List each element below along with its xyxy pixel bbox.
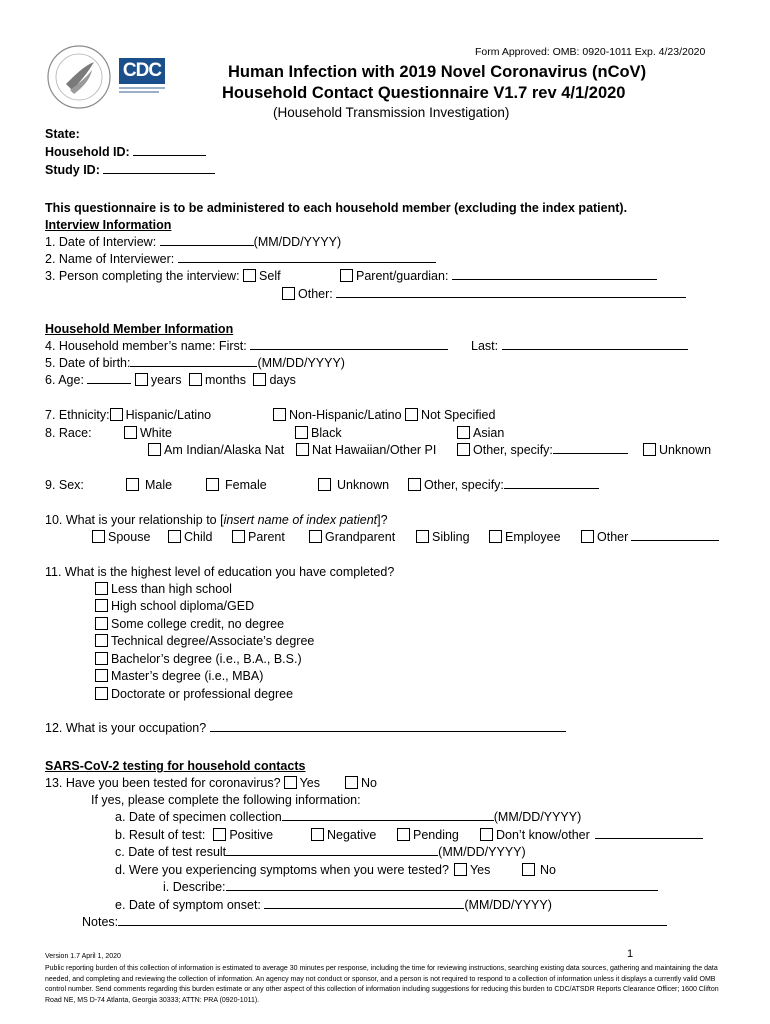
q7-row-b [273,407,495,423]
q4-last-row [471,338,688,354]
race-unknown-option [643,442,711,458]
tested-no-checkbox[interactable] [345,776,358,789]
parent-label: Parent [248,530,285,544]
parent-guardian-label: Parent/guardian: [356,269,449,283]
negative-option [311,827,376,843]
q1-row [45,234,341,250]
dontknow-label: Don’t know/other [496,828,590,842]
male-checkbox[interactable] [126,478,139,491]
study-id-field[interactable] [103,162,215,174]
q13b-row [115,827,273,843]
positive-label: Positive [229,828,274,842]
q13a-label: a. Date of specimen collection [115,810,282,824]
q2-label: 2. Name of Interviewer: [45,252,175,266]
negative-label: Negative [327,828,377,842]
white-checkbox[interactable] [124,426,137,439]
document-subtitle: (Household Transmission Investigation) [273,105,510,120]
q13b-label: b. Result of test: [115,828,206,842]
amindian-option [148,442,284,458]
education-option [95,686,293,702]
months-checkbox[interactable] [189,373,202,386]
q13c-label: c. Date of test result [115,845,227,859]
q1-date-field[interactable] [160,234,254,246]
page-number: 1 [627,948,634,960]
nonhispanic-checkbox[interactable] [273,408,286,421]
male-option [126,477,172,493]
q7-label: 7. Ethnicity: [45,408,110,422]
education-label: Less than high school [111,582,232,596]
onset-date-field[interactable] [264,897,464,909]
male-label: Male [145,478,173,492]
q7-row [45,407,211,423]
cdc-logo-mark: CDC [119,58,165,84]
q4-label: 4. Household member’s name: First: [45,339,247,353]
q12-label: 12. What is your occupation? [45,721,207,735]
education-option [95,651,302,667]
document-title-line1: Human Infection with 2019 Novel Coronavirus (nCoV) [228,63,647,81]
specimen-date-field[interactable] [282,809,494,821]
nathawaiian-option [296,442,436,458]
notes-label: Notes: [82,915,119,929]
self-checkbox[interactable] [243,269,256,282]
spouse-label: Spouse [108,530,151,544]
dontknow-option [480,827,703,843]
q6-row [45,372,296,388]
household-id-row [45,144,206,160]
female-checkbox[interactable] [206,478,219,491]
q13c-row [115,844,526,860]
education-option [95,598,254,614]
q13di-row [163,879,658,895]
if-yes-instruction: If yes, please complete the following information: [91,793,361,807]
household-id-label: Household ID: [45,145,130,159]
q5-row [45,355,345,371]
grandparent-option [309,529,395,545]
education-option [95,633,314,649]
parent-checkbox[interactable] [232,530,245,543]
white-label: White [140,426,172,440]
q13-row [45,775,320,791]
form-approved-note: Form Approved: OMB: 0920-1011 Exp. 4/23/2020 [475,46,706,58]
black-label: Black [311,426,342,440]
education-checkbox[interactable] [95,687,108,700]
education-label: Bachelor’s degree (i.e., B.A., B.S.) [111,652,302,666]
parent-option [232,529,285,545]
sex-other-field[interactable] [504,477,599,489]
interviewer-name-field[interactable] [178,251,436,263]
symptoms-no-option [522,862,556,878]
education-checkbox[interactable] [95,652,108,665]
study-id-row [45,162,215,178]
employee-label: Employee [505,530,561,544]
q1-label: 1. Date of Interview: [45,235,157,249]
first-name-field[interactable] [250,338,448,350]
parent-guardian-checkbox[interactable] [340,269,353,282]
notes-row [82,914,667,930]
not-specified-label: Not Specified [421,408,496,422]
nathawaiian-checkbox[interactable] [296,443,309,456]
female-option [206,477,267,493]
asian-checkbox[interactable] [457,426,470,439]
child-option [168,529,213,545]
nonhispanic-label: Non-Hispanic/Latino [289,408,402,422]
notes-field[interactable] [118,914,667,926]
last-name-label: Last: [471,339,499,353]
education-checkbox[interactable] [95,599,108,612]
child-checkbox[interactable] [168,530,181,543]
child-label: Child [184,530,213,544]
grandparent-label: Grandparent [325,530,396,544]
q13c-format: (MM/DD/YYYY) [438,845,526,859]
relationship-other-option [581,529,719,545]
self-label: Self [259,269,281,283]
state-label: State: [45,127,80,141]
years-label: years [150,373,182,387]
q10-label-end: ]? [377,513,388,527]
pending-checkbox[interactable] [397,828,410,841]
q1-format: (MM/DD/YYYY) [253,235,342,249]
q8-label: 8. Race: [45,426,92,440]
q10-label-start: 10. What is your relationship to [ [45,513,224,527]
employee-checkbox[interactable] [489,530,502,543]
other-person-checkbox[interactable] [282,287,295,300]
race-other-label: Other, specify: [473,443,553,457]
race-other-checkbox[interactable] [457,443,470,456]
q3-label: 3. Person completing the interview: [45,269,240,283]
education-label: High school diploma/GED [111,599,255,613]
days-checkbox[interactable] [253,373,266,386]
version-note: Version 1.7 April 1, 2020 [45,953,121,960]
education-checkbox[interactable] [95,634,108,647]
sex-other-label: Other, specify: [424,478,504,492]
education-label: Some college credit, no degree [111,617,285,631]
hhs-seal [46,44,112,110]
q13a-row [115,809,581,825]
q10-row [45,512,388,528]
education-label: Doctorate or professional degree [111,687,294,701]
education-checkbox[interactable] [95,617,108,630]
sex-unknown-label: Unknown [337,478,390,492]
symptoms-no-label: No [540,863,556,877]
nathawaiian-label: Nat Hawaiian/Other PI [312,443,437,457]
race-other-option [457,442,628,458]
q6-label: 6. Age: [45,373,84,387]
black-option [295,425,342,441]
tested-yes-checkbox[interactable] [284,776,297,789]
sex-other-option [408,477,599,493]
race-other-field[interactable] [553,442,628,454]
white-option [124,425,172,441]
education-option [95,581,232,597]
other-row [282,286,686,302]
hispanic-label: Hispanic/Latino [125,408,212,422]
cdc-logo [119,58,167,98]
last-name-field[interactable] [502,338,688,350]
education-checkbox[interactable] [95,582,108,595]
sibling-label: Sibling [432,530,470,544]
age-field[interactable] [87,372,131,384]
asian-option [457,425,504,441]
q5-format: (MM/DD/YYYY) [257,356,345,370]
q11-label: 11. What is the highest level of education you have completed? [45,565,395,579]
q13d-label: d. Were you experiencing symptoms when you were tested? [115,863,449,877]
parent-row [340,268,657,284]
q13e-row [115,897,552,913]
not-specified-checkbox[interactable] [405,408,418,421]
tested-no-label: No [361,776,377,790]
employee-option [489,529,561,545]
spouse-checkbox[interactable] [92,530,105,543]
asian-label: Asian [473,426,505,440]
relationship-other-checkbox[interactable] [581,530,594,543]
sibling-option [416,529,470,545]
describe-label: i. Describe: [163,880,226,894]
household-id-field[interactable] [133,144,206,156]
spouse-option [92,529,150,545]
days-label: days [269,373,296,387]
symptoms-yes-label: Yes [469,863,491,877]
result-date-field[interactable] [226,844,438,856]
q2-row [45,251,436,267]
document-title-line2: Household Contact Questionnaire V1.7 rev 4/1/2020 [222,84,626,102]
q13a-format: (MM/DD/YYYY) [493,810,582,824]
q12-row [45,720,566,736]
q10-placeholder: insert name of index patient [223,513,378,527]
testing-heading: SARS-CoV-2 testing for household contacts [45,759,306,773]
education-checkbox[interactable] [95,669,108,682]
relationship-other-label: Other [597,530,629,544]
sibling-checkbox[interactable] [416,530,429,543]
q13e-label: e. Date of symptom onset: [115,898,261,912]
dob-field[interactable] [130,355,257,367]
other-person-field[interactable] [336,286,686,298]
dontknow-field[interactable] [595,827,703,839]
q3-row [45,268,281,284]
occupation-field[interactable] [210,720,566,732]
q4-row [45,338,448,354]
amindian-label: Am Indian/Alaska Nat [164,443,285,457]
negative-checkbox[interactable] [311,828,324,841]
pending-label: Pending [413,828,459,842]
education-label: Technical degree/Associate’s degree [111,634,315,648]
dontknow-checkbox[interactable] [480,828,493,841]
q9-label: 9. Sex: [45,478,84,492]
grandparent-checkbox[interactable] [309,530,322,543]
female-label: Female [225,478,267,492]
q13e-format: (MM/DD/YYYY) [464,898,552,912]
positive-checkbox[interactable] [213,828,226,841]
hispanic-checkbox[interactable] [110,408,123,421]
pending-option [397,827,459,843]
sex-other-checkbox[interactable] [408,478,421,491]
interview-heading: Interview Information [45,218,172,232]
relationship-other-field[interactable] [631,529,719,541]
other-person-label: Other: [298,287,333,301]
race-unknown-label: Unknown [659,443,712,457]
tested-yes-label: Yes [299,776,320,790]
education-option [95,668,263,684]
race-unknown-checkbox[interactable] [643,443,656,456]
describe-field[interactable] [226,879,658,891]
symptoms-yes-checkbox[interactable] [454,863,467,876]
tested-no-option [345,775,377,791]
years-checkbox[interactable] [135,373,148,386]
study-id-label: Study ID: [45,163,100,177]
q13d-row [115,862,490,878]
education-option [95,616,284,632]
sex-unknown-checkbox[interactable] [318,478,331,491]
burden-statement: Public reporting burden of this collection of information is estimated to average 30 minutes per response, including the time for reviewing instructions, searching existing data sources, gathering and maintaining the data needed, and completing and reviewing the collection of information. An agency may not conduct or sponsor, and a person is not required to respond to a collection of information unless it displays a currently valid OMB control number. Send comments regarding this burden estimate or any other aspect of this collection of information including suggestions for reducing this burden to CDC/ATSDR Reports Clearance Officer; 1600 Clifton Road NE, MS D-74 Atlanta, Georgia 30333; ATTN: PRA (0920-1011). [45,965,719,1004]
sex-unknown-option [318,477,389,493]
black-checkbox[interactable] [295,426,308,439]
education-label: Master’s degree (i.e., MBA) [111,669,264,683]
intro-instruction: This questionnaire is to be administered to each household member (excluding the index patient). [45,201,628,215]
q5-label: 5. Date of birth: [45,356,131,370]
amindian-checkbox[interactable] [148,443,161,456]
symptoms-no-checkbox[interactable] [522,863,535,876]
parent-guardian-field[interactable] [452,268,657,280]
q13-label: 13. Have you been tested for coronavirus? [45,776,281,790]
member-heading: Household Member Information [45,322,234,336]
months-label: months [204,373,246,387]
